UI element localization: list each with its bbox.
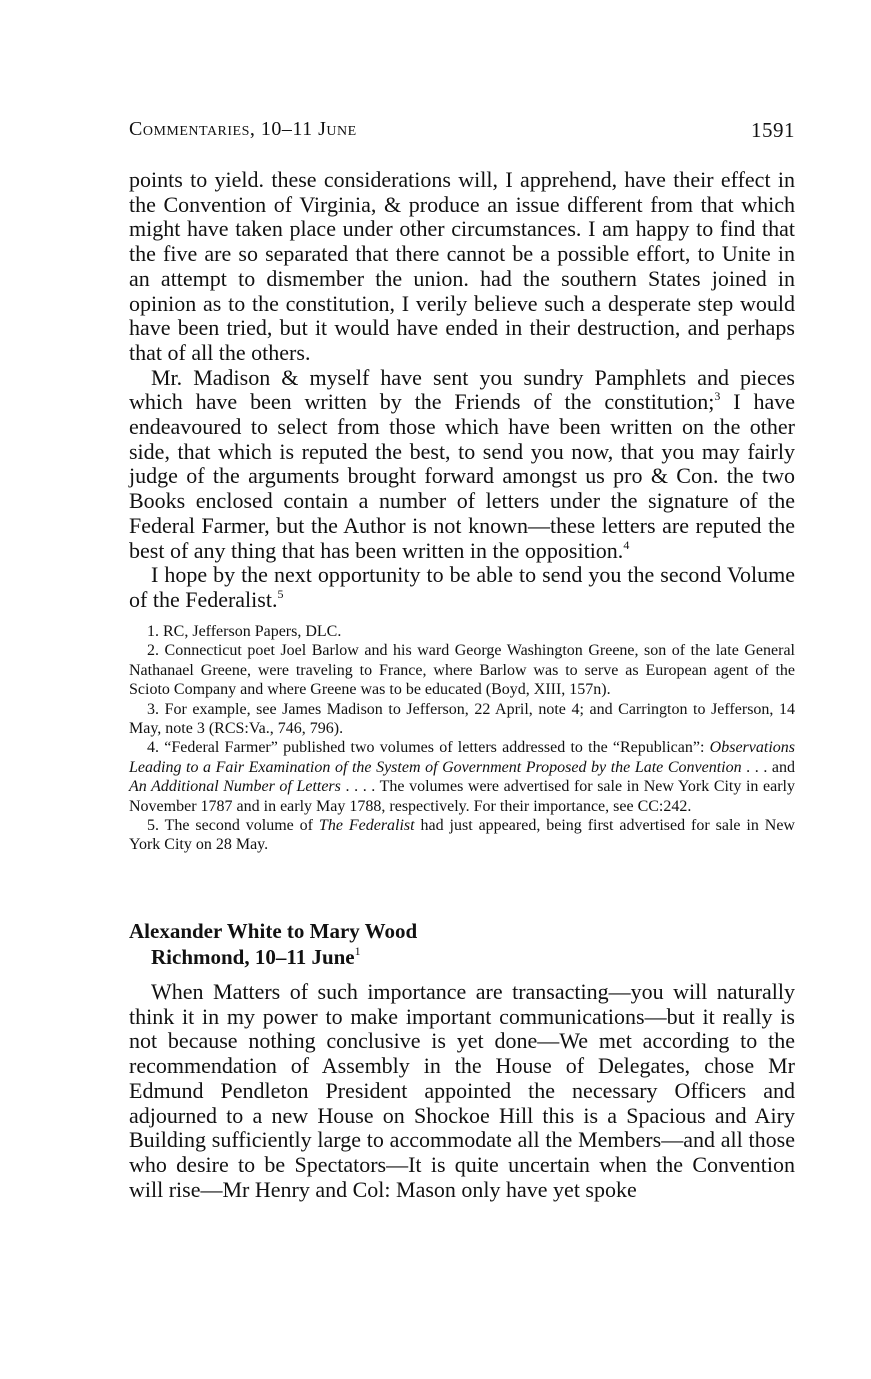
running-head-title: Commentaries, 10–11 June bbox=[129, 118, 357, 140]
running-head bbox=[129, 118, 795, 146]
heading-place-date: Richmond, 10–11 June$^1$ bbox=[151, 944, 361, 969]
footnote: 5. The second volume of The Federalist had just appeared, being first advertised for sale in New York City on 28 May. bbox=[129, 817, 795, 854]
footnote: 3. For example, see James Madison to Jefferson, 22 April, note 4; and Carrington to Jefferson, 14 May, note 3 (RCS:Va., 746, 796). bbox=[129, 700, 795, 738]
letter-body bbox=[129, 980, 795, 1202]
footnote: 4. “Federal Farmer” published two volumes of letters addressed to the “Republican”: Observations Leading to a Fair Examination of the System of Government Proposed by the Late Convention . . . and An Additional Number of Letters . . . . The volumes were advertised for sale in New York City in early November 1787 and in early May 1788, respectively. For their importance, see CC:242. bbox=[129, 739, 796, 815]
page-number: 1591 bbox=[751, 118, 795, 142]
body-paragraph: I hope by the next opportunity to be able to send you the second Volume of the Federalist.$^5$ bbox=[129, 562, 795, 612]
heading-title: Alexander White to Mary Wood bbox=[129, 919, 418, 943]
footnote: 1. RC, Jefferson Papers, DLC. bbox=[147, 623, 342, 640]
body-paragraph: Mr. Madison & myself have sent you sundry Pamphlets and pieces which have been written by the Friends of the constitution;$^3$ I have endeavoured to select from those which have been written on the other side, that which is reputed the best, to send you now, that you may fairly judge of the arguments brought forward amongst us pro & Con. the two Books enclosed contain a number of letters under the signature of the Federal Farmer, but the Author is not known—these letters are reputed the best of any thing that has been written in the opposition.$^4$ bbox=[129, 364, 796, 563]
footnote-ref: 4 bbox=[623, 537, 630, 552]
footnote-ref: 1 bbox=[354, 944, 361, 958]
footnote-ref: 3 bbox=[714, 389, 721, 404]
letter-body-continued bbox=[129, 168, 795, 613]
body-paragraph: points to yield. these considerations will, I apprehend, have their effect in the Convention of Virginia, & produce an issue different from that which might have taken place under other circumstances. I am happy to find that the five are so separated that there cannot be a possible effort, to Unite in an attempt to dismember the union. had the southern States joined in opinion as to the constitution, I verily believe such a desperate step would have been tried, but it would have ended in their destruction, and perhaps that of all the others. bbox=[129, 167, 795, 365]
footnotes bbox=[129, 622, 795, 855]
footnote-ref: 5 bbox=[277, 586, 284, 601]
body-paragraph: When Matters of such importance are transacting—you will naturally think it in my power to make important communications—but it really is not because nothing conclusive is yet done—We met according to the recommendation of Assembly in the House of Delegates, chose Mr Edmund Pendleton President appointed the necessary Officers and adjourned to a new House on Shockoe Hill this is a Spacious and Airy Building sufficiently large to accommodate all the Members—and all those who desire to be Spectators—It is quite uncertain when the Convention will rise—Mr Henry and Col: Mason only have yet spoke bbox=[129, 979, 795, 1202]
document-heading bbox=[129, 918, 795, 970]
footnote: 2. Connecticut poet Joel Barlow and his ward George Washington Greene, son of the late General Nathanael Greene, were traveling to France, where Barlow was to serve as European agent of the Scioto Company and where Greene was to be educated (Boyd, XIII, 157n). bbox=[129, 642, 795, 699]
